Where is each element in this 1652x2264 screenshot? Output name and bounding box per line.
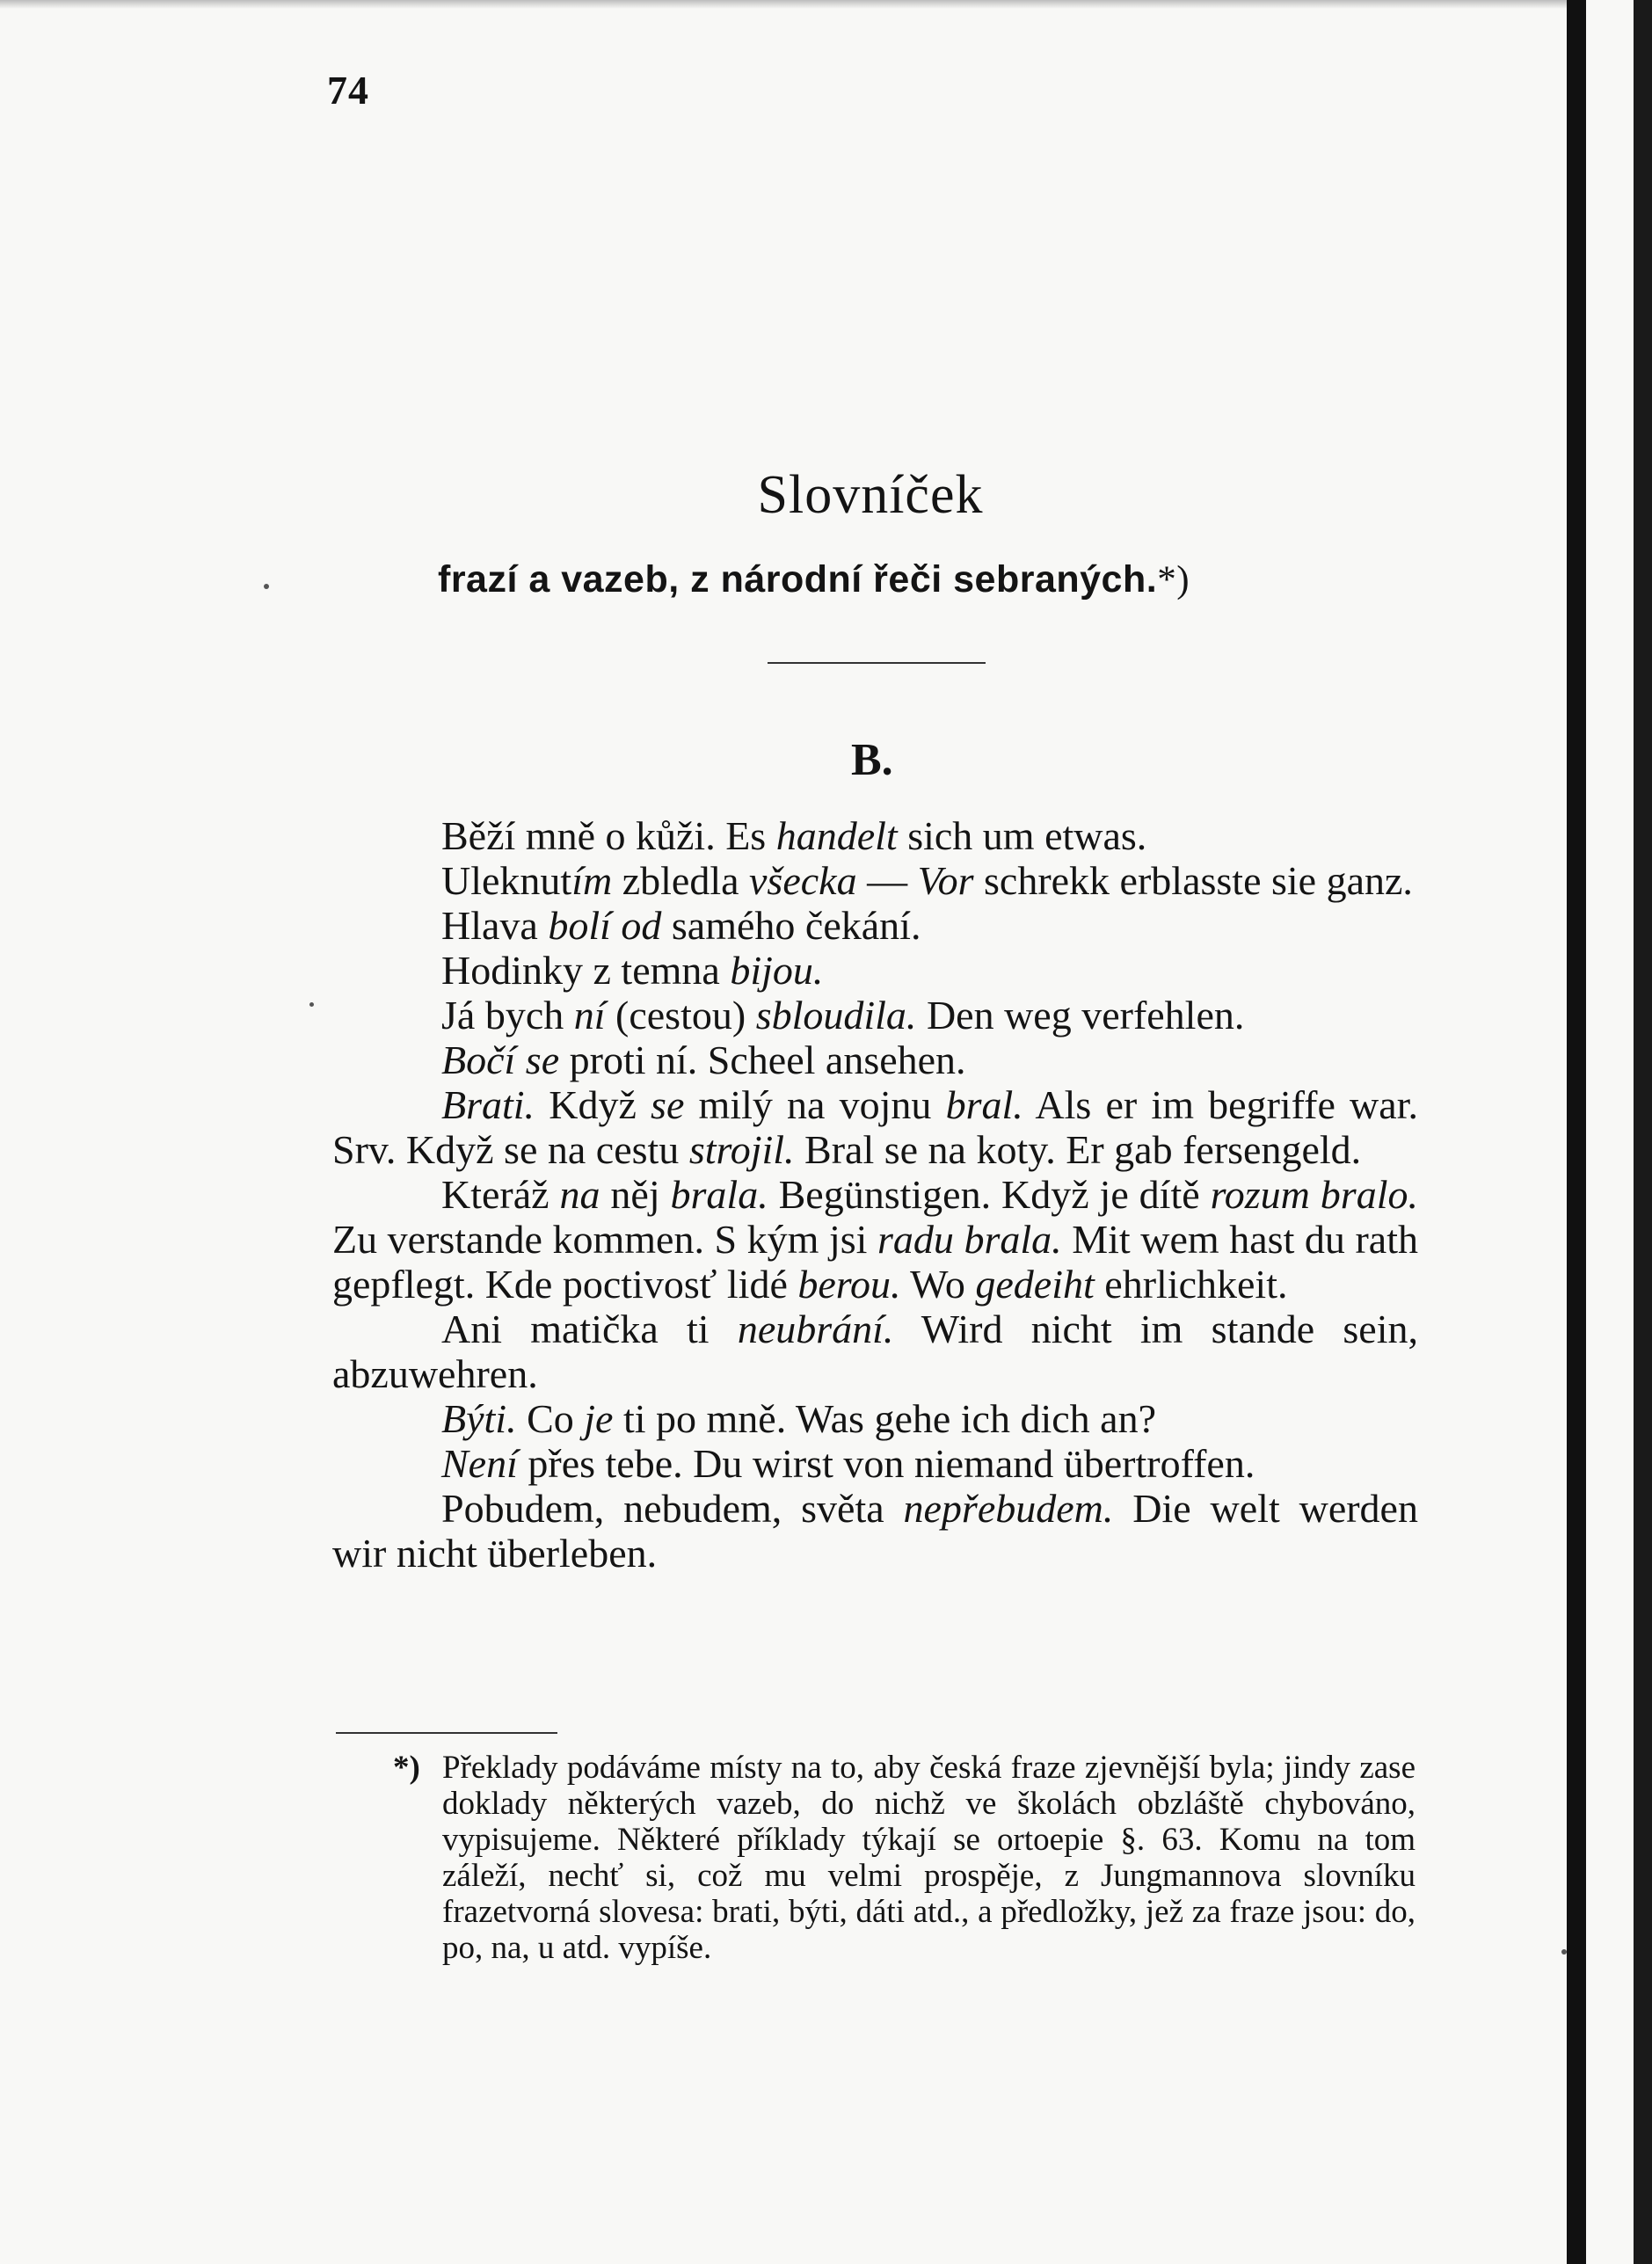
page-binding-edge (1567, 0, 1586, 2264)
phrase-entry (332, 1037, 1418, 1082)
page-top-shadow (0, 0, 1567, 9)
entry-text: Wo (900, 1262, 976, 1307)
title-divider (768, 662, 986, 664)
entry-italic-text: berou. (797, 1262, 901, 1307)
entry-text: Wird nicht im stande sein, abzuwehren. (332, 1307, 1419, 1396)
entry-text: přes tebe. Du wirst von niemand übertroffen. (517, 1441, 1255, 1486)
entry-text: něj (600, 1172, 671, 1217)
entry-text: Begünstigen. Když je dítě (768, 1172, 1211, 1217)
entry-text: Als er im begriffe war. Srv. Když se na cestu (332, 1082, 1418, 1172)
entry-italic-text: bral. (945, 1082, 1023, 1127)
phrase-entry (332, 813, 1418, 858)
entry-text: proti ní. Scheel ansehen. (559, 1037, 966, 1082)
entry-text: Die welt werden wir nicht überleben. (332, 1486, 1418, 1576)
subtitle-text: frazí a vazeb, z národní řeči sebraných. (438, 558, 1158, 601)
entry-text: Bral se na koty. Er gab fersengeld. (794, 1127, 1362, 1172)
entry-italic-text: neubrání. (737, 1307, 894, 1351)
entry-text: milý na vojnu (684, 1082, 946, 1127)
entry-italic-text: ní (573, 993, 606, 1037)
entry-text: schrekk erblasste sie ganz. (973, 858, 1413, 903)
paper-speck (1561, 1949, 1567, 1955)
entry-italic-text: Bočí se (441, 1037, 560, 1082)
phrase-entry (332, 1441, 1418, 1486)
entry-italic-text: brala. (670, 1172, 768, 1217)
entry-italic-text: strojil. (688, 1127, 795, 1172)
phrase-entry (332, 1486, 1418, 1576)
footnote (393, 1750, 1415, 1966)
page-title: Slovníček (757, 465, 984, 525)
entry-italic-text: rozum bralo. (1210, 1172, 1418, 1217)
phrase-entry (332, 1082, 1418, 1172)
entry-italic-text: Býti. (441, 1396, 517, 1441)
phrase-entry (332, 903, 1418, 948)
page-outer-edge (1634, 0, 1652, 2264)
entry-italic-text: nepřebudem. (903, 1486, 1114, 1531)
phrase-entry (332, 948, 1418, 993)
entry-text: ti po mně. Was gehe ich dich an? (613, 1396, 1157, 1441)
entry-text: Hodinky z temna (441, 948, 731, 993)
entry-text: sich um etwas. (897, 813, 1147, 858)
phrase-entry (332, 993, 1418, 1037)
footnote-mark: *) (393, 1750, 420, 1786)
entry-text: Ani matička ti (441, 1307, 738, 1351)
page-subtitle (438, 558, 1317, 601)
paper-speck (309, 1002, 314, 1007)
entry-text: Uleknut (441, 858, 572, 903)
entry-text: Hlava (441, 903, 549, 948)
entry-italic-text: Brati. (441, 1082, 535, 1127)
entry-text: zbledla (612, 858, 750, 903)
entry-text: Zu verstande kommen. S kým jsi (332, 1217, 878, 1262)
entry-italic-text: gedeiht (975, 1262, 1095, 1307)
phrase-entry (332, 858, 1418, 903)
entry-text: samého čekání. (661, 903, 921, 948)
page-number: 74 (327, 68, 369, 113)
footnote-divider (336, 1732, 557, 1734)
entry-italic-text: handelt (775, 813, 898, 858)
entry-text: Co (516, 1396, 585, 1441)
phrase-entry (332, 1172, 1418, 1307)
entry-text: Já bych (441, 993, 574, 1037)
entry-italic-text: sbloudila. (755, 993, 917, 1037)
entry-text: Kteráž (441, 1172, 560, 1217)
entry-italic-text: se (651, 1082, 685, 1127)
entry-italic-text: bijou. (730, 948, 824, 993)
subtitle-footnote-mark: *) (1157, 559, 1190, 601)
entry-italic-text: na (559, 1172, 600, 1217)
entry-italic-text: je (584, 1396, 614, 1441)
footnote-text: Překlady podáváme místy na to, aby česká fraze zjevnější byla; jindy zase doklady některých vazeb, do nichž ve školách obzláště chybováno, vypisujeme. Některé příklady týkají se ortoepie §. 63. Komu na tom záleží, nechť si, což mu velmi prospěje, z Jungmannova slovníku frazetvorná slovesa: brati, býti, dáti atd., a předložky, jež za fraze jsou: do, po, na, u atd. vypíše. (442, 1750, 1415, 1966)
entry-italic-text: všecka (749, 858, 857, 903)
phrase-entries (332, 813, 1418, 1576)
phrase-entry (332, 1307, 1418, 1396)
entry-italic-text: ím (571, 858, 613, 903)
entry-italic-text: bolí od (548, 903, 662, 948)
entry-text: Den weg verfehlen. (916, 993, 1245, 1037)
footnote-paragraph (393, 1750, 1415, 1966)
entry-italic-text: Vor (917, 858, 974, 903)
entry-text: Běží mně o kůži. Es (441, 813, 776, 858)
entry-text: Mit wem hast du rath gepflegt. Kde poctivosť lidé (332, 1217, 1418, 1307)
entry-italic-text: Není (441, 1441, 518, 1486)
phrase-entry (332, 1396, 1418, 1441)
entry-text: Pobudem, nebudem, světa (441, 1486, 904, 1531)
section-letter: B. (851, 735, 893, 785)
entry-text: (cestou) (605, 993, 756, 1037)
paper-speck (264, 584, 269, 589)
entry-text: ehrlichkeit. (1094, 1262, 1288, 1307)
entry-text: — (856, 858, 918, 903)
entry-text: Když (535, 1082, 651, 1127)
entry-italic-text: radu brala. (877, 1217, 1062, 1262)
